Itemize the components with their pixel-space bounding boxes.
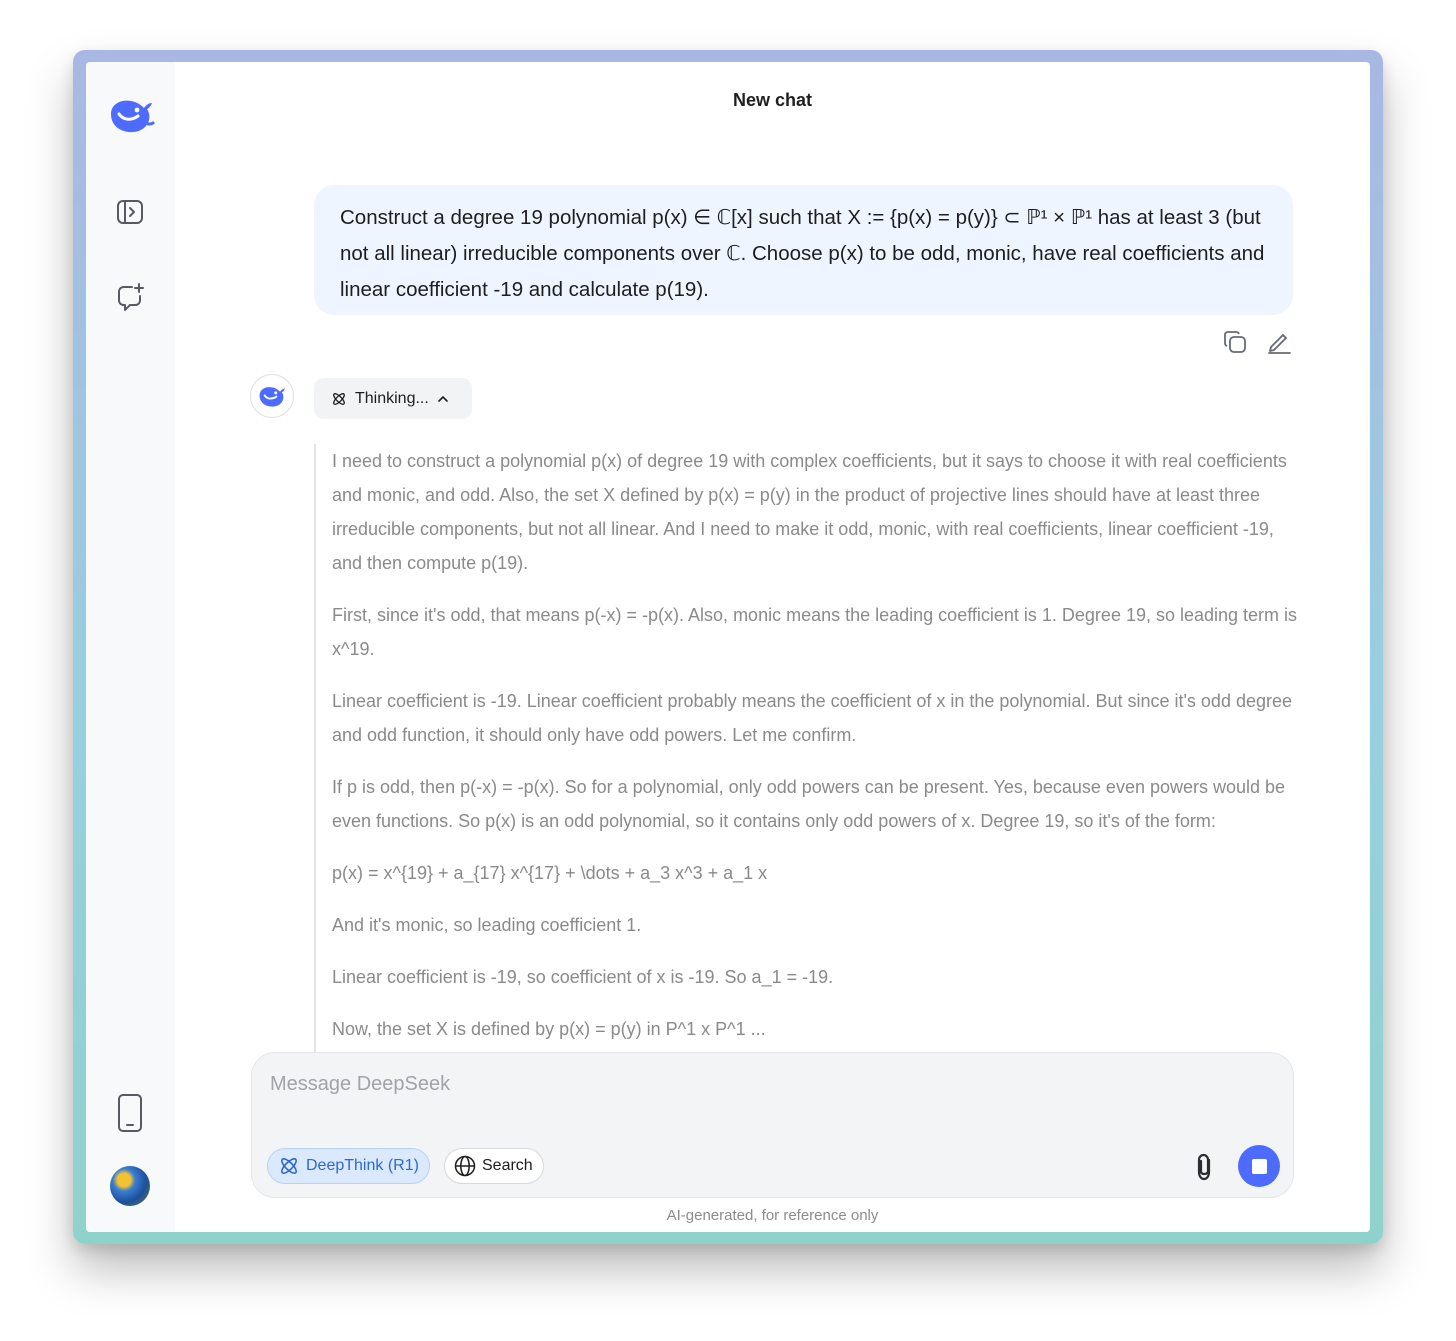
atom-icon: [331, 391, 347, 407]
thinking-toggle-button[interactable]: [314, 378, 472, 419]
phone-icon[interactable]: [116, 1092, 144, 1134]
thought-paragraph: First, since it's odd, that means p(-x) = -p(x). Also, monic means the leading coefficient is 1. Degree 19, so leading term is x^19.: [332, 605, 1298, 659]
whale-logo-icon: [257, 383, 287, 409]
search-label: Search: [482, 1157, 533, 1174]
thinking-label: Thinking...: [355, 389, 429, 407]
edit-icon[interactable]: [1265, 328, 1293, 356]
thought-process: [314, 444, 1299, 1054]
search-toggle[interactable]: [444, 1148, 544, 1184]
thought-paragraph: If p is odd, then p(-x) = -p(x). So for a polynomial, only odd powers can be present. Yes, because even powers would be even functions. So p(x) is an odd polynomial, so it contains only odd powers of x. Degree 19, so it's of the form:: [332, 777, 1286, 831]
app-window: [86, 62, 1370, 1232]
paperclip-icon[interactable]: [1187, 1149, 1223, 1185]
thought-paragraph: Linear coefficient is -19, so coefficient of x is -19. So a_1 = -19.: [332, 967, 834, 987]
thought-paragraph: Now, the set X is defined by p(x) = p(y) in P^1 x P^1 ...: [332, 1019, 766, 1039]
chevron-up-icon: [437, 393, 449, 405]
avatar[interactable]: [110, 1166, 150, 1206]
message-input[interactable]: Message DeepSeek: [270, 1073, 451, 1095]
sidebar-toggle-icon[interactable]: [114, 196, 146, 228]
new-chat-icon[interactable]: [114, 281, 146, 313]
page-title: New chat: [732, 90, 813, 110]
stop-generation-button[interactable]: [1238, 1145, 1280, 1187]
disclaimer: AI-generated, for reference only: [666, 1207, 879, 1224]
thought-paragraph: Linear coefficient is -19. Linear coefficient probably means the coefficient of x in the polynomial. But since it's odd degree and odd function, it should only have odd powers. Let me confirm.: [332, 691, 1293, 745]
copy-icon[interactable]: [1221, 328, 1249, 356]
thought-paragraph: And it's monic, so leading coefficient 1.: [332, 915, 642, 935]
sidebar: [86, 62, 175, 1232]
message-composer[interactable]: [251, 1052, 1294, 1198]
deepthink-label: DeepThink (R1): [306, 1157, 419, 1174]
thought-paragraph: p(x) = x^{19} + a_{17} x^{17} + \dots + a_3 x^3 + a_1 x: [332, 863, 768, 883]
globe-icon: [454, 1155, 476, 1177]
assistant-avatar: [250, 374, 294, 418]
header-fade: [175, 124, 1370, 174]
atom-icon: [278, 1155, 300, 1177]
stop-icon: [1252, 1159, 1267, 1174]
deepthink-toggle[interactable]: [267, 1148, 430, 1184]
user-message: Construct a degree 19 polynomial p(x) ∈ ℂ[x] such that X := {p(x) = p(y)} ⊂ ℙ¹ × ℙ¹ has at least 3 (but not all linear) irreducible components over ℂ. Choose p(x) to be odd, monic, have real coefficients and linear coefficient -19 and calculate p(19).: [314, 185, 1293, 315]
whale-logo-icon[interactable]: [107, 94, 155, 136]
chat-main: [175, 62, 1370, 1232]
thought-paragraph: I need to construct a polynomial p(x) of degree 19 with complex coefficients, but it says to choose it with real coefficients and monic, and odd. Also, the set X defined by p(x) = p(y) in the product of projective lines should have at least three irreducible components, but not all linear. And I need to make it odd, monic, with real coefficients, linear coefficient -19, and then compute p(19).: [332, 451, 1287, 573]
